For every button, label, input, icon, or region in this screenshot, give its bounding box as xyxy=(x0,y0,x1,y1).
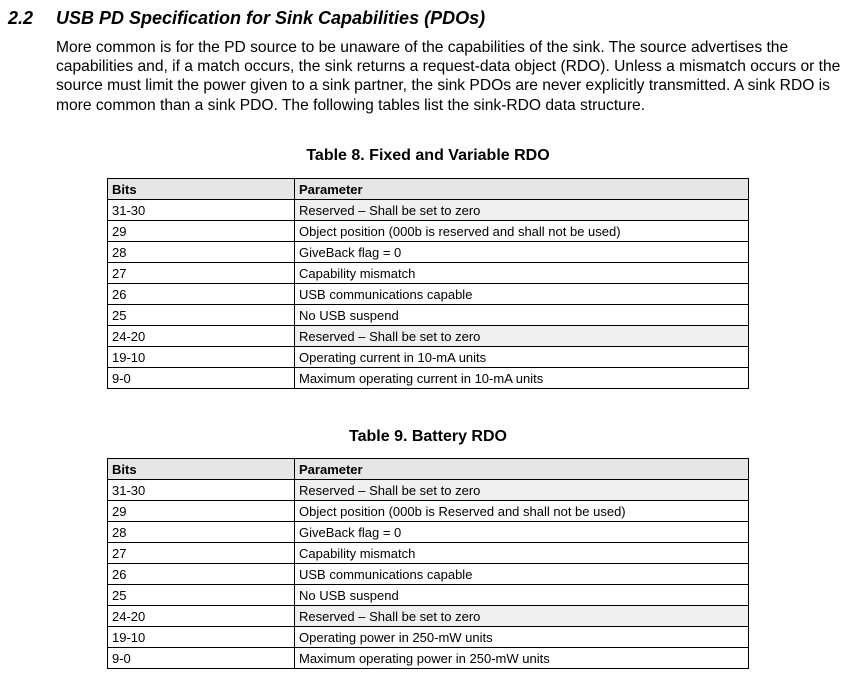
parameter-cell: GiveBack flag = 0 xyxy=(295,522,749,543)
table-row xyxy=(108,305,749,326)
parameter-cell: Capability mismatch xyxy=(295,543,749,564)
bits-cell: 29 xyxy=(108,501,295,522)
bits-cell: 26 xyxy=(108,284,295,305)
section-number: 2.2 xyxy=(8,8,34,28)
table-row xyxy=(108,564,749,585)
bits-cell: 26 xyxy=(108,564,295,585)
bits-cell: 27 xyxy=(108,543,295,564)
parameter-cell: USB communications capable xyxy=(295,284,749,305)
bits-cell: 24-20 xyxy=(108,606,295,627)
table-row xyxy=(108,221,749,242)
parameter-cell: Capability mismatch xyxy=(295,263,749,284)
bits-cell: 31-30 xyxy=(108,480,295,501)
table8-caption: Table 8. Fixed and Variable RDO xyxy=(306,147,550,164)
table-row xyxy=(108,326,749,347)
table-row xyxy=(108,501,749,522)
table-row xyxy=(108,522,749,543)
table-row xyxy=(108,263,749,284)
parameter-cell: Reserved – Shall be set to zero xyxy=(295,480,749,501)
table-row xyxy=(108,606,749,627)
table-row xyxy=(108,543,749,564)
bits-cell: 9-0 xyxy=(108,648,295,669)
bits-cell: 25 xyxy=(108,305,295,326)
table-row xyxy=(108,368,749,389)
table9-battery-rdo xyxy=(107,458,749,669)
parameter-cell: Reserved – Shall be set to zero xyxy=(295,326,749,347)
parameter-cell: Object position (000b is reserved and shall not be used) xyxy=(295,221,749,242)
parameter-cell: No USB suspend xyxy=(295,305,749,326)
bits-cell: 19-10 xyxy=(108,347,295,368)
parameter-column-header: Parameter xyxy=(295,179,749,200)
table-header-row xyxy=(108,459,749,480)
parameter-cell: Maximum operating current in 10-mA units xyxy=(295,368,749,389)
table8-fixed-variable-rdo xyxy=(107,178,749,389)
parameter-cell: No USB suspend xyxy=(295,585,749,606)
table-header-row xyxy=(108,179,749,200)
bits-cell: 28 xyxy=(108,242,295,263)
bits-column-header: Bits xyxy=(108,179,295,200)
bits-cell: 27 xyxy=(108,263,295,284)
bits-cell: 9-0 xyxy=(108,368,295,389)
parameter-cell: Operating current in 10-mA units xyxy=(295,347,749,368)
table-row xyxy=(108,585,749,606)
parameter-cell: GiveBack flag = 0 xyxy=(295,242,749,263)
table-row xyxy=(108,242,749,263)
parameter-cell: Reserved – Shall be set to zero xyxy=(295,606,749,627)
parameter-cell: Maximum operating power in 250-mW units xyxy=(295,648,749,669)
parameter-cell: USB communications capable xyxy=(295,564,749,585)
parameter-cell: Object position (000b is Reserved and shall not be used) xyxy=(295,501,749,522)
bits-column-header: Bits xyxy=(108,459,295,480)
bits-cell: 25 xyxy=(108,585,295,606)
parameter-cell: Operating power in 250-mW units xyxy=(295,627,749,648)
bits-cell: 24-20 xyxy=(108,326,295,347)
table-row xyxy=(108,648,749,669)
table-row xyxy=(108,627,749,648)
bits-cell: 19-10 xyxy=(108,627,295,648)
parameter-cell: Reserved – Shall be set to zero xyxy=(295,200,749,221)
intro-paragraph: More common is for the PD source to be unaware of the capabilities of the sink. The source advertises the capabilities and, if a match occurs, the sink returns a request-data object (RDO). Unless a mismatch occurs or the source must limit the power given to a sink partner, the sink PDOs are never explicitly transmitted. A sink RDO is more common than a sink PDO. The following tables list the sink-RDO data structure. xyxy=(56,39,841,114)
section-title: USB PD Specification for Sink Capabilities (PDOs) xyxy=(56,8,486,28)
table-row xyxy=(108,347,749,368)
bits-cell: 28 xyxy=(108,522,295,543)
section-heading xyxy=(8,8,485,29)
table-row xyxy=(108,200,749,221)
bits-cell: 31-30 xyxy=(108,200,295,221)
table-row xyxy=(108,284,749,305)
parameter-column-header: Parameter xyxy=(295,459,749,480)
table9-caption: Table 9. Battery RDO xyxy=(349,428,507,445)
bits-cell: 29 xyxy=(108,221,295,242)
table-row xyxy=(108,480,749,501)
